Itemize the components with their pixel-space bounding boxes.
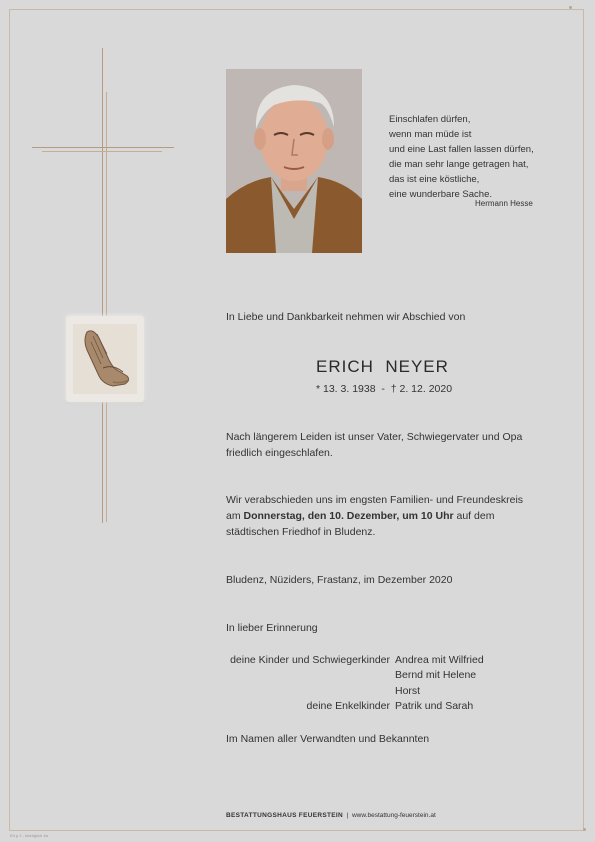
poem-line: wenn man müde ist (389, 129, 472, 140)
poem-quote (389, 112, 534, 202)
mourner-name: Patrik und Sarah (395, 700, 474, 712)
portrait-photo (226, 69, 362, 253)
grandchildren-label: deine Enkelkinder (306, 700, 390, 712)
closing-text: Im Namen aller Verwandten und Bekannten (226, 733, 430, 745)
footer (226, 812, 436, 819)
praying-hands-icon (73, 324, 137, 394)
memory-heading: In lieber Erinnerung (226, 622, 318, 634)
corner-ornament (569, 6, 572, 9)
funeral-date: Donnerstag, den 10. Dezember, um 10 Uhr (243, 510, 454, 522)
funeral-home-name: BESTATTUNGSHAUS FEUERSTEIN (226, 812, 343, 819)
mourner-name: Andrea mit Wilfried (395, 654, 484, 666)
place-date: Bludenz, Nüziders, Frastanz, im Dezember 2020 (226, 574, 453, 586)
mourner-name: Bernd mit Helene (395, 669, 477, 681)
poem-line: Einschlafen dürfen, (389, 114, 471, 125)
birth-date: * 13. 3. 1938 (316, 383, 376, 395)
print-code: Erl p 1 - Abzüglich 4a (10, 833, 48, 838)
children-label: deine Kinder und Schwiegerkinder (230, 654, 390, 666)
funeral-home-website[interactable]: www.bestattung-feuerstein.at (351, 812, 436, 819)
deceased-name: ERICH NEYER (316, 357, 449, 376)
passing-message (226, 429, 546, 461)
funeral-pre: am (226, 510, 244, 522)
cross-horizontal-bar (32, 147, 174, 148)
poem-line: die man sehr lange getragen hat, (389, 159, 529, 170)
date-separator: - (381, 383, 385, 395)
funeral-post: auf dem (453, 510, 495, 522)
cross-vertical-bar-shadow (106, 92, 107, 522)
poem-author: Hermann Hesse (475, 199, 533, 208)
praying-hands-image (66, 316, 144, 402)
message-line: friedlich eingeschlafen. (226, 447, 333, 459)
footer-separator: | (346, 812, 349, 819)
funeral-details (226, 492, 546, 540)
poem-line: das ist eine köstliche, (389, 174, 480, 185)
life-dates (316, 383, 452, 395)
mourner-name: Horst (395, 685, 421, 697)
cross-horizontal-bar-shadow (42, 151, 162, 152)
death-date: † 2. 12. 2020 (390, 383, 453, 395)
intro-text: In Liebe und Dankbarkeit nehmen wir Abschied von (226, 311, 466, 323)
funeral-line: Wir verabschieden uns im engsten Familien- und Freundeskreis (226, 494, 524, 506)
funeral-line (226, 508, 546, 524)
portrait-image (226, 69, 362, 253)
message-line: Nach längerem Leiden ist unser Vater, Schwiegervater und Opa (226, 431, 523, 443)
corner-ornament (583, 828, 586, 831)
cross-vertical-bar (102, 48, 103, 523)
poem-line: und eine Last fallen lassen dürfen, (389, 144, 534, 155)
funeral-line: städtischen Friedhof in Bludenz. (226, 526, 376, 538)
poem-line: eine wunderbare Sache. (389, 189, 492, 200)
